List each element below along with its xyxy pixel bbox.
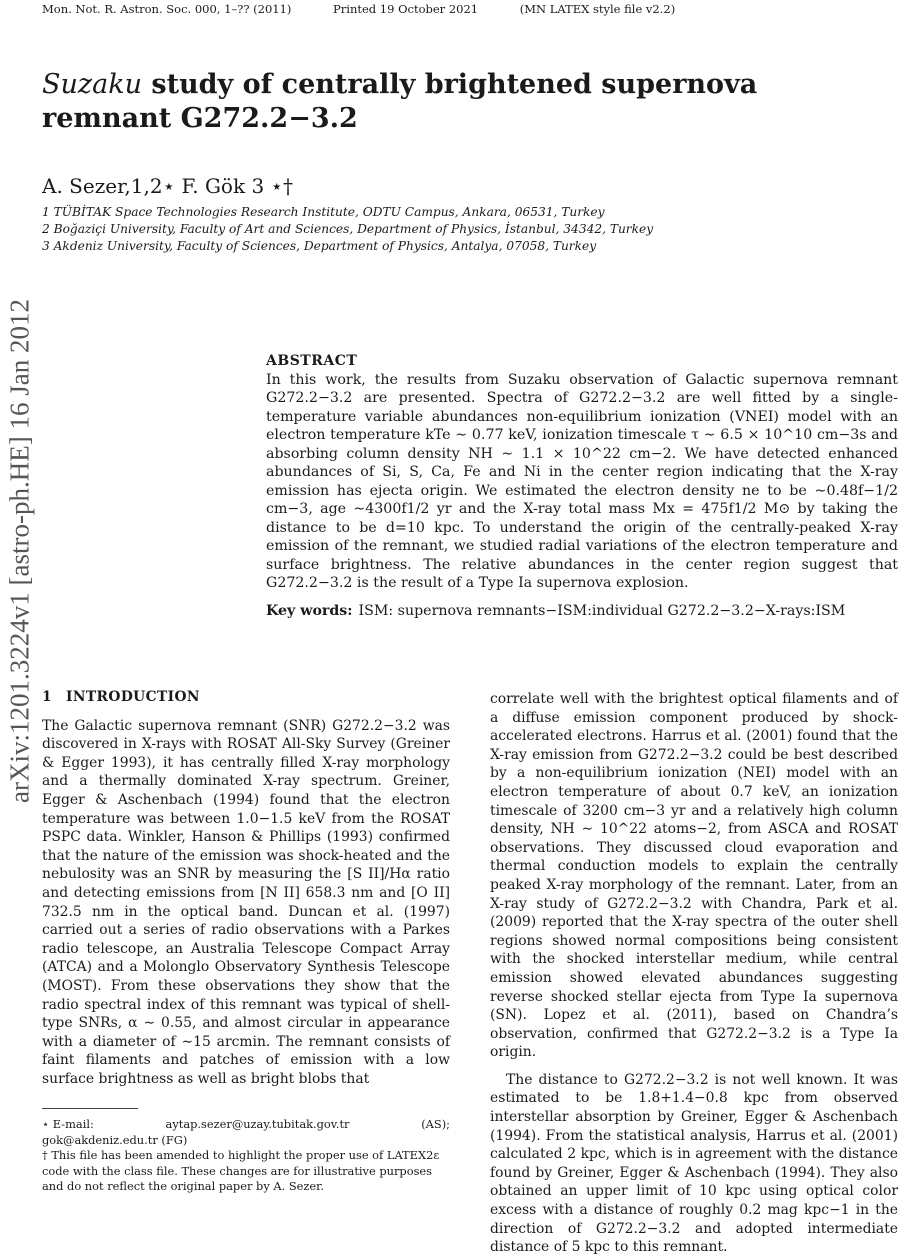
journal-citation: Mon. Not. R. Astron. Soc. 000, 1–?? (2011)	[42, 2, 292, 16]
printed-date: Printed 19 October 2021	[333, 2, 479, 16]
keywords-label: Key words:	[266, 602, 353, 619]
right-column	[490, 690, 898, 1257]
section-heading	[42, 688, 450, 707]
intro-paragraph-1: The Galactic supernova remnant (SNR) G272.2−3.2 was discovered in X-rays with ROSAT All-Sky Survey (Greiner & Egger 1993), it has centrally filled X-ray morphology and a thermally dominated X-ray spectrum. Greiner, Egger & Aschenbach (1994) found that the electron temperature was between 1.0−1.5 keV from the ROSAT PSPC data. Winkler, Hanson & Phillips (1993) confirmed that the nature of the emission was shock-heated and the nebulosity was an SNR by measuring the [S II]/Hα ratio and detecting emissions from [N II] 658.3 nm and [O II] 732.5 nm in the optical band. Duncan et al. (1997) carried out a series of radio observations with a Parkes radio telescope, an Australia Telescope Compact Array (ATCA) and a Molonglo Observatory Synthesis Telescope (MOST). From these observations they show that the radio spectral index of this remnant was typical of shell-type SNRs, α ∼ 0.55, and almost circular in appearance with a diameter of ∼15 arcmin. The remnant consists of faint filaments and patches of emission with a low surface brightness as well as bright blobs that	[42, 717, 450, 1087]
section-number: 1	[42, 689, 52, 705]
title-italic: Suzaku	[42, 69, 142, 100]
style-note: (MN LATEX style file v2.2)	[519, 2, 676, 16]
affiliation-1: 1 TÜBİTAK Space Technologies Research Institute, ODTU Campus, Ankara, 06531, Turkey	[42, 205, 605, 219]
dagger-footnote: † This file has been amended to highlight the proper use of LATEX2ε code with the class file. These changes are for illustrative purposes and do not reflect the original paper by A. Sezer.	[42, 1148, 440, 1194]
abstract-heading: ABSTRACT	[266, 353, 358, 369]
email-footnote	[42, 1117, 450, 1133]
abstract-block	[266, 352, 898, 620]
affiliation-3: 3 Akdeniz University, Faculty of Sciences, Department of Physics, Antalya, 07058, Turkey	[42, 239, 597, 253]
arxiv-identifier: arXiv:1201.3224v1 [astro-ph.HE] 16 Jan 2012	[4, 299, 35, 803]
email-footnote-line2: gok@akdeniz.edu.tr (FG)	[42, 1132, 188, 1147]
affiliation-2: 2 Boğaziçi University, Faculty of Art and Sciences, Department of Physics, İstanbul, 34342, Turkey	[42, 222, 654, 236]
abstract-text: In this work, the results from Suzaku observation of Galactic supernova remnant G272.2−3.2 are presented. Spectra of G272.2−3.2 are well fitted by a single-temperature variable abundances non-equilibrium ionization (VNEI) model with an electron temperature kTe ∼ 0.77 keV, ionization timescale τ ∼ 6.5 × 10^10 cm−3s and absorbing column density NH ∼ 1.1 × 10^22 cm−2. We have detected enhanced abundances of Si, S, Ca, Fe and Ni in the center region indicating that the X-ray emission has ejecta origin. We estimated the electron density ne to be ∼0.48f−1/2 cm−3, age ∼4300f1/2 yr and the X-ray total mass Mx = 475f1/2 M⊙ by taking the distance to be d=10 kpc. To understand the origin of the centrally-peaked X-ray emission of the remnant, we studied radial variations of the electron temperature and surface brightness. The relative abundances in the center region suggest that G272.2−3.2 is the result of a Type Ia supernova explosion.	[266, 371, 898, 591]
email-label: ⋆ E-mail:	[42, 1117, 94, 1131]
paper-title	[42, 68, 872, 136]
left-column	[42, 688, 450, 1088]
arxiv-sidebar	[0, 216, 40, 886]
title-rest: study of centrally brightened supernova remnant G272.2−3.2	[42, 69, 758, 134]
email-tag: (AS);	[421, 1117, 450, 1131]
intro-paragraph-2: correlate well with the brightest optical filaments and of a diffuse emission component produced by shock-accelerated electrons. Harrus et al. (2001) found that the X-ray emission from G272.2−3.2 could be best described by a non-equilibrium ionization (NEI) model with an electron temperature of about 0.7 keV, an ionization timescale of 3200 cm−3 yr and a relatively high column density, NH ∼ 10^22 atoms−2, from ASCA and ROSAT observations. They discussed cloud evaporation and thermal conduction models to explain the centrally peaked X-ray morphology of the remnant. Later, from an X-ray study of G272.2−3.2 with Chandra, Park et al. (2009) reported that the X-ray spectra of the outer shell regions showed normal compositions being consistent with the shocked interstellar medium, while central emission showed elevated abundances suggesting reverse shocked stellar ejecta from Type Ia supernova (SN). Lopez et al. (2011), based on Chandra’s observation, confirmed that G272.2−3.2 is a Type Ia origin.	[490, 691, 898, 1061]
keywords-text: ISM: supernova remnants−ISM:individual G272.2−3.2−X-rays:ISM	[358, 602, 846, 619]
author-list: A. Sezer,1,2⋆ F. Gök 3 ⋆†	[42, 174, 294, 198]
section-title: INTRODUCTION	[66, 689, 200, 705]
affiliations	[42, 204, 653, 255]
footnote-rule	[42, 1108, 138, 1109]
footnotes	[42, 1117, 450, 1195]
keywords-line	[266, 602, 898, 621]
email-address: aytap.sezer@uzay.tubitak.gov.tr	[165, 1117, 350, 1131]
running-header	[42, 2, 713, 16]
intro-paragraph-3: The distance to G272.2−3.2 is not well known. It was estimated to be 1.8+1.4−0.8 kpc from observed interstellar absorption by Greiner, Egger & Aschenbach (1994). From the statistical analysis, Harrus et al. (2001) calculated 2 kpc, which is in agreement with the distance found by Greiner, Egger & Aschenbach (1994). They also obtained an upper limit of 10 kpc using optical color excess with a distance of roughly 0.2 mag kpc−1 in the direction of G272.2−3.2 and adopted intermediate distance of 5 kpc to this remnant.	[490, 1071, 898, 1256]
